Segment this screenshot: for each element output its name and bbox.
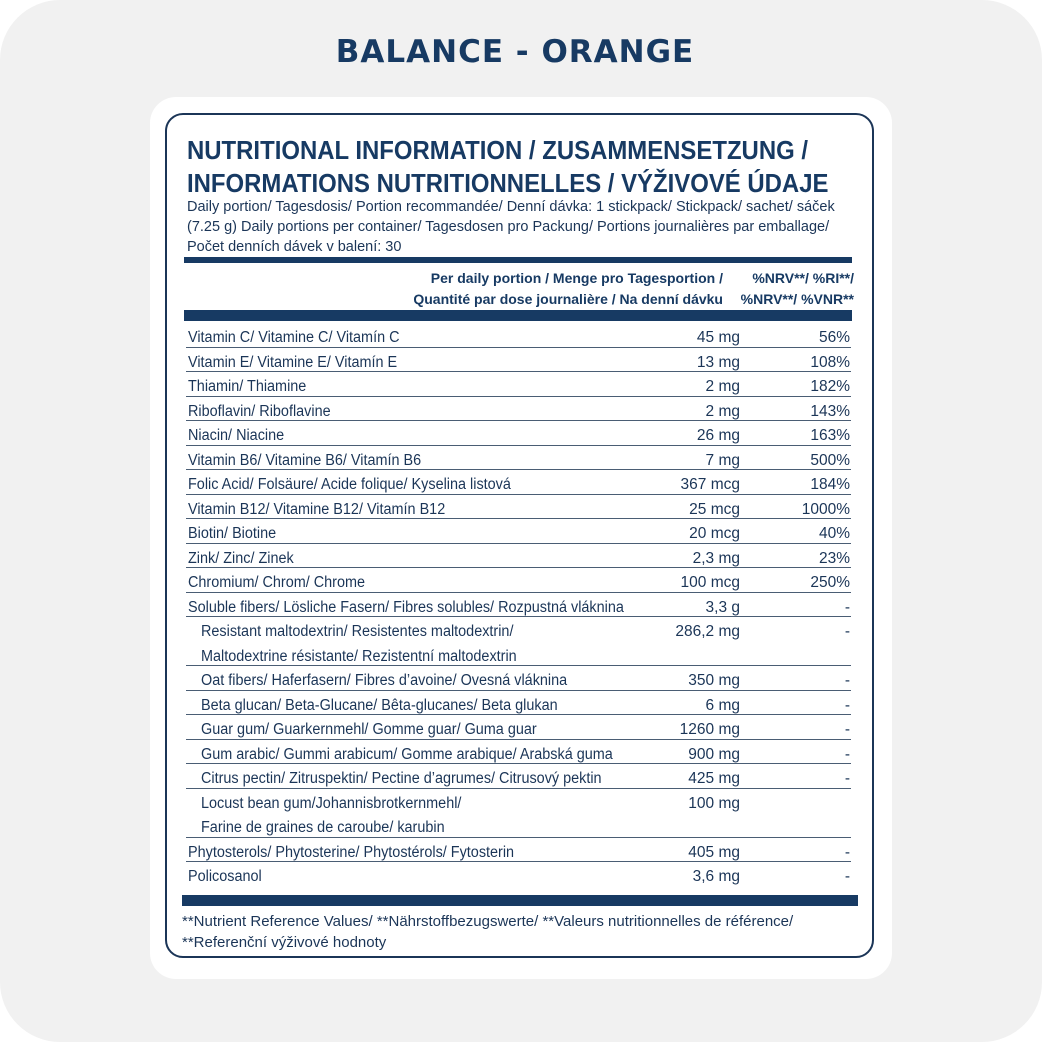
nutrient-amount: 45 mg [696,329,740,346]
table-row [186,593,851,618]
pct-header-line-2: %NRV**/ %VNR** [740,291,854,307]
nutrient-amount: 3,6 mg [692,868,740,885]
amount-header-line-2: Quantité par dose journalière / Na denní dávku [413,291,723,307]
nutrient-name-line-1: Resistant maltodextrin/ Resistentes maltodextrin/ [201,623,514,640]
nutrient-pct: - [844,598,850,616]
nutrient-name-line-1: Guar gum/ Guarkernmehl/ Gomme guar/ Guma guar [201,721,537,738]
nutrient-amount: 350 mg [688,672,740,689]
table-row [186,323,851,348]
table-row [186,495,851,520]
nutrient-name-line-1: Vitamin B6/ Vitamine B6/ Vitamín B6 [188,451,422,469]
nutrient-pct: 1000% [801,500,850,518]
nutrient-amount: 100 mcg [680,574,740,591]
nutrient-amount: 25 mcg [689,500,740,518]
nutrient-amount: 100 mg [688,794,740,812]
nutrient-amount: 26 mg [696,427,740,444]
nutrient-pct: 56% [818,329,850,346]
nutrient-name-line-1: Soluble fibers/ Lösliche Fasern/ Fibres solubles/ Rozpustná vláknina [188,598,624,616]
nutrient-pct: 163% [810,427,850,444]
table-row [186,397,851,422]
pct-column-header [741,268,854,310]
amount-header-line-1: Per daily portion / Menge pro Tagesportion / [430,270,723,286]
nutrient-amount: 2 mg [705,378,740,395]
nutrient-amount: 900 mg [688,745,740,763]
heading-line-2: INFORMATIONS NUTRITIONNELLES / VÝŽIVOVÉ ÚDAJE [187,168,829,198]
nutrient-pct: - [844,696,850,714]
table-row [186,691,851,716]
nutrient-pct: 182% [810,378,850,395]
nutrient-pct: - [844,745,850,763]
nutrient-name-line-1: Vitamin B12/ Vitamine B12/ Vitamín B12 [188,500,446,518]
nutrient-pct: - [844,868,850,885]
nutrient-name-line-1: Citrus pectin/ Zitruspektin/ Pectine d’agrumes/ Citrusový pektin [201,770,602,787]
table-row [186,372,851,397]
nutrient-name-line-1: Oat fibers/ Haferfasern/ Fibres d’avoine/ Ovesná vláknina [201,672,568,689]
nutrient-name-line-1: Vitamin E/ Vitamine E/ Vitamín E [188,353,398,371]
nutrient-pct: 250% [810,574,850,591]
nutrient-amount: 3,3 g [705,598,740,616]
nutrient-amount: 425 mg [688,770,740,787]
nutrient-amount: 405 mg [688,843,740,861]
nutrient-table [186,323,851,887]
nutrient-amount: 7 mg [705,451,740,469]
table-row [186,470,851,495]
top-divider-bar [184,257,852,263]
nutrient-amount: 367 mcg [680,476,740,493]
table-row [186,789,851,838]
nutrient-name [188,865,262,890]
nutrient-name [201,792,461,841]
portion-info: Daily portion/ Tagesdosis/ Portion recommandée/ Denní dávka: 1 stickpack/ Stickpack/ sachet/ sáček (7.25 g) Daily portions per container/ Tagesdosen pro Packung/ Portions journalières par emballage/ Počet denních dávek v balení: 30 [187,199,835,255]
nutrient-pct: 184% [810,476,850,493]
nutrient-name-line-1: Gum arabic/ Gummi arabicum/ Gomme arabique/ Arabská guma [201,745,613,763]
footnote: **Nutrient Reference Values/ **Nährstoffbezugswerte/ **Valeurs nutritionnelles de référence/ **Referenční výživové hodnoty [182,913,794,951]
page-title: BALANCE - ORANGE [335,34,695,70]
nutrient-amount: 20 mcg [689,525,740,542]
nutrient-name-line-1: Niacin/ Niacine [188,427,285,444]
nutrient-name-line-1: Thiamin/ Thiamine [188,378,307,395]
nutrient-name-line-1: Biotin/ Biotine [188,525,277,542]
nutrient-amount: 286,2 mg [675,623,740,640]
nutrient-pct: 500% [810,451,850,469]
nutrient-pct: - [844,623,850,640]
nutrient-name-line-1: Policosanol [188,868,262,885]
nutrient-pct: 23% [818,549,850,567]
table-row [186,740,851,765]
nutrient-name-line-1: Locust bean gum/Johannisbrotkernmehl/ [201,794,462,812]
nutrient-name-line-2: Maltodextrine résistante/ Rezistentní maltodextrin [201,647,517,665]
nutrient-amount: 2,3 mg [692,549,740,567]
nutrient-amount: 1260 mg [679,721,740,738]
bottom-divider-bar [182,895,858,906]
nutrient-pct: - [844,721,850,738]
table-row [186,666,851,691]
table-row [186,544,851,569]
nutrient-name-line-1: Folic Acid/ Folsäure/ Acide folique/ Kyselina listová [188,476,511,493]
table-row [186,348,851,373]
nutrient-pct: 108% [810,353,850,371]
nutrient-name-line-1: Phytosterols/ Phytosterine/ Phytostérols/ Fytosterin [188,843,515,861]
table-row [186,568,851,593]
nutrient-pct: 40% [818,525,850,542]
table-row [186,446,851,471]
header-divider-bar [184,310,852,321]
nutrient-name-line-1: Beta glucan/ Beta-Glucane/ Bêta-glucanes/ Beta glukan [201,696,558,714]
nutrient-amount: 6 mg [705,696,740,714]
nutrient-pct: - [844,770,850,787]
nutrient-pct: - [844,843,850,861]
table-row [186,838,851,863]
nutrient-pct: 143% [810,402,850,420]
nutrient-name-line-2: Farine de graines de caroube/ karubin [201,819,445,836]
amount-column-header [413,268,723,310]
nutrient-name-line-1: Zink/ Zinc/ Zinek [188,549,294,567]
nutrient-name [201,620,517,669]
nutrient-amount: 2 mg [705,402,740,420]
nutrient-name-line-1: Riboflavin/ Riboflavine [188,402,331,420]
nutrition-heading [187,134,829,200]
pct-header-line-1: %NRV**/ %RI**/ [752,270,854,286]
nutrient-name-line-1: Chromium/ Chrom/ Chrome [188,574,366,591]
table-row [186,715,851,740]
nutrient-amount: 13 mg [696,353,740,371]
nutrient-name-line-1: Vitamin C/ Vitamine C/ Vitamín C [188,329,400,346]
nutrient-pct: - [844,672,850,689]
table-row [186,617,851,666]
heading-line-1: NUTRITIONAL INFORMATION / ZUSAMMENSETZUNG / [187,135,808,165]
table-row [186,421,851,446]
table-row [186,764,851,789]
table-row [186,519,851,544]
table-row [186,862,851,887]
